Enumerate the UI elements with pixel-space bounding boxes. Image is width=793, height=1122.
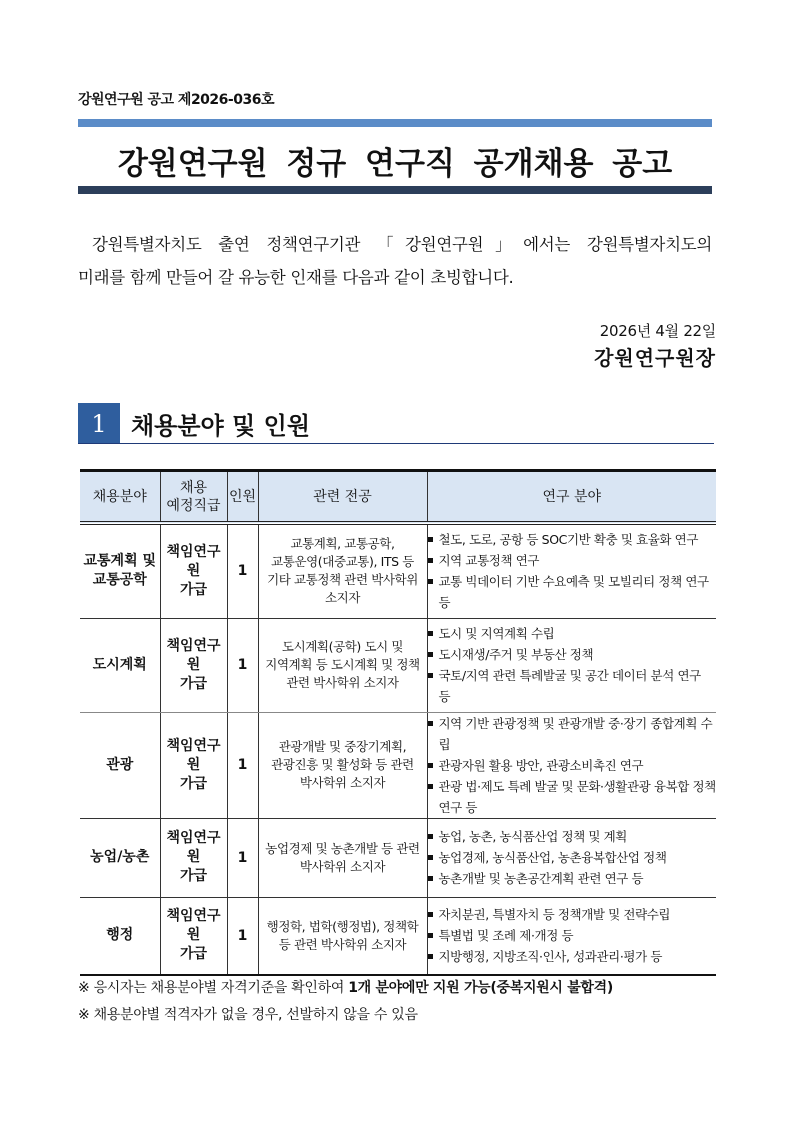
research-item: 지역 기반 관광정책 및 관광개발 중·장기 종합계획 수립 xyxy=(428,713,717,755)
note-emphasis: 1개 분야에만 지원 가능(중복지원시 불합격) xyxy=(348,980,613,996)
cell-research xyxy=(427,897,716,975)
cell-research xyxy=(427,618,716,712)
table-row xyxy=(80,618,716,712)
recruitment-table xyxy=(80,469,716,976)
cell-major: 교통계획, 교통공학, 교통운영(대중교통), ITS 등 기타 교통정책 관련 박사학위 소지자 xyxy=(258,523,427,618)
cell-field: 행정 xyxy=(80,897,160,975)
cell-research xyxy=(427,523,716,618)
cell-major: 행정학, 법학(행정법), 정책학 등 관련 박사학위 소지자 xyxy=(258,897,427,975)
announcement-date: 2026년 4월 22일 xyxy=(599,322,716,340)
cell-field: 교통계획 및 교통공학 xyxy=(80,523,160,618)
section-title: 채용분야 및 인원 xyxy=(131,412,310,440)
page-title: 강원연구원 정규 연구직 공개채용 공고 xyxy=(117,146,673,182)
research-item: 지역 교통정책 연구 xyxy=(428,550,717,571)
cell-grade: 책임연구원 가급 xyxy=(160,523,227,618)
cell-count: 1 xyxy=(227,897,258,975)
title-bottom-bar xyxy=(78,186,712,194)
note-no-qualified-candidate: ※ 채용분야별 적격자가 없을 경우, 선발하지 않을 수 있음 xyxy=(78,1007,418,1023)
cell-grade: 책임연구원 가급 xyxy=(160,818,227,897)
table-row xyxy=(80,897,716,975)
note-single-application: ※ 응시자는 채용분야별 자격기준을 확인하여 1개 분야에만 지원 가능(중복지원시 불합격) xyxy=(78,980,613,996)
cell-count: 1 xyxy=(227,523,258,618)
research-item: 농촌개발 및 농촌공간계획 관련 연구 등 xyxy=(428,868,717,889)
table-header-row xyxy=(80,471,716,524)
notes xyxy=(78,975,613,1029)
cell-major: 농업경제 및 농촌개발 등 관련 박사학위 소지자 xyxy=(258,818,427,897)
table-row xyxy=(80,523,716,618)
research-item: 자치분권, 특별자치 등 정책개발 및 전략수립 xyxy=(428,904,717,925)
research-item: 특별법 및 조례 제·개정 등 xyxy=(428,925,717,946)
header-field: 채용분야 xyxy=(80,471,160,524)
research-item: 도시재생/주거 및 부동산 정책 xyxy=(428,644,717,665)
research-item: 도시 및 지역계획 수립 xyxy=(428,623,717,644)
signer: 강원연구원장 xyxy=(594,346,716,370)
intro-line-2: 미래를 함께 만들어 갈 유능한 인재를 다음과 같이 초빙합니다. xyxy=(78,268,514,287)
cell-field: 관광 xyxy=(80,712,160,818)
research-item: 지방행정, 지방조직·인사, 성과관리·평가 등 xyxy=(428,946,717,967)
section-number-badge: 1 xyxy=(78,403,120,443)
header-research: 연구 분야 xyxy=(427,471,716,524)
section-heading xyxy=(78,403,714,444)
intro-paragraph xyxy=(78,228,718,294)
cell-research xyxy=(427,818,716,897)
research-item: 관광 법·제도 특례 발굴 및 문화·생활관광 융복합 정책 연구 등 xyxy=(428,776,717,818)
cell-field: 농업/농촌 xyxy=(80,818,160,897)
cell-grade: 책임연구원 가급 xyxy=(160,712,227,818)
cell-major: 도시계획(공학) 도시 및 지역계획 등 도시계획 및 정책 관련 박사학위 소지자 xyxy=(258,618,427,712)
research-item: 농업, 농촌, 농식품산업 정책 및 계획 xyxy=(428,826,717,847)
cell-count: 1 xyxy=(227,618,258,712)
cell-field: 도시계획 xyxy=(80,618,160,712)
research-item: 교통 빅데이터 기반 수요예측 및 모빌리티 정책 연구 등 xyxy=(428,571,717,613)
research-item: 철도, 도로, 공항 등 SOC기반 확충 및 효율화 연구 xyxy=(428,529,717,550)
header-grade: 채용 예정직급 xyxy=(160,471,227,524)
intro-line-1: 강원특별자치도 출연 정책연구기관 「강원연구원」에서는 강원특별자치도의 xyxy=(92,235,712,254)
table-row xyxy=(80,712,716,818)
title-top-bar xyxy=(78,119,712,127)
cell-research xyxy=(427,712,716,818)
cell-count: 1 xyxy=(227,712,258,818)
table-row xyxy=(80,818,716,897)
research-item: 농업경제, 농식품산업, 농촌융복합산업 정책 xyxy=(428,847,717,868)
header-major: 관련 전공 xyxy=(258,471,427,524)
document-number: 강원연구원 공고 제2026-036호 xyxy=(78,92,274,108)
cell-grade: 책임연구원 가급 xyxy=(160,618,227,712)
header-count: 인원 xyxy=(227,471,258,524)
cell-major: 관광개발 및 중장기계획, 관광진흥 및 활성화 등 관련 박사학위 소지자 xyxy=(258,712,427,818)
research-item: 관광자원 활용 방안, 관광소비촉진 연구 xyxy=(428,755,717,776)
cell-count: 1 xyxy=(227,818,258,897)
research-item: 국토/지역 관련 특례발굴 및 공간 데이터 분석 연구 등 xyxy=(428,665,717,707)
cell-grade: 책임연구원 가급 xyxy=(160,897,227,975)
